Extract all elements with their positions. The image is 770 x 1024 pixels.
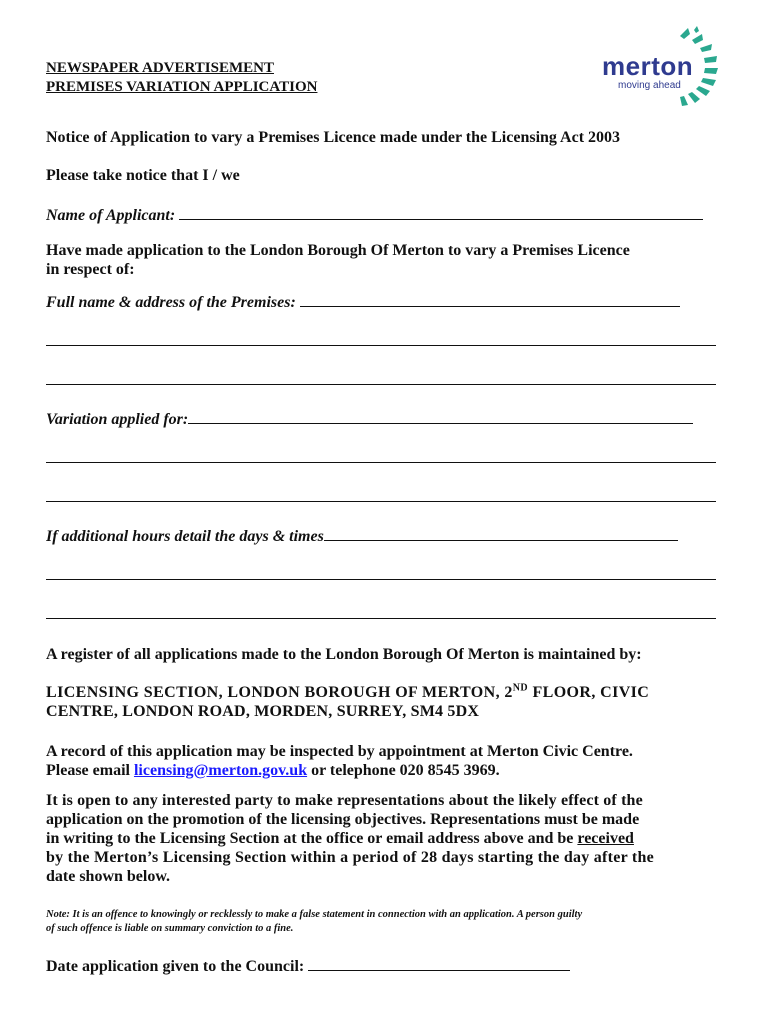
register-address-line-1	[46, 683, 726, 702]
hours-field	[46, 527, 726, 546]
inspection-line-2	[46, 761, 500, 780]
date-blank[interactable]	[308, 957, 570, 971]
date-field	[46, 957, 646, 976]
representations-line-5: date shown below.	[46, 868, 171, 885]
variation-blank-line-3[interactable]	[46, 501, 716, 502]
hours-blank[interactable]	[324, 527, 678, 541]
representations-paragraph	[46, 791, 726, 886]
representations-line-4: by the Merton’s Licensing Section within a period of 28 days starting the day after the	[46, 849, 654, 866]
received-emphasis: received	[577, 830, 634, 847]
licensing-email-link[interactable]: licensing@merton.gov.uk	[133, 762, 308, 779]
variation-blank[interactable]	[188, 410, 693, 424]
applicant-blank[interactable]	[179, 206, 703, 220]
representations-line-1: It is open to any interested party to make representations about the likely effect of the	[46, 792, 643, 809]
note-line-1: Note: It is an offence to knowingly or recklessly to make a false statement in connection with an application. A person guilty	[46, 909, 583, 920]
applicant-field	[46, 206, 726, 225]
hours-blank-line-2[interactable]	[46, 579, 716, 580]
premises-blank-line-2[interactable]	[46, 345, 716, 346]
address-part-1: LICENSING SECTION, LONDON BOROUGH OF MERTON, 2	[46, 684, 513, 701]
register-address-line-2: CENTRE, LONDON ROAD, MORDEN, SURREY, SM4 5DX	[46, 703, 480, 720]
date-label: Date application given to the Council:	[46, 958, 309, 975]
premises-blank[interactable]	[300, 293, 680, 307]
register-intro: A register of all applications made to the London Borough Of Merton is maintained by:	[46, 646, 642, 663]
header-line-2: PREMISES VARIATION APPLICATION	[46, 79, 318, 95]
inspection-prefix: Please email	[46, 762, 134, 779]
applicant-label: Name of Applicant:	[46, 207, 180, 224]
address-part-2: FLOOR, CIVIC	[528, 684, 650, 701]
representations-line-2: application on the promotion of the licensing objectives. Representations must be made	[46, 811, 640, 828]
applied-line-1: Have made application to the London Borough Of Merton to vary a Premises Licence	[46, 242, 630, 259]
notice-title: Notice of Application to vary a Premises Licence made under the Licensing Act 2003	[46, 129, 621, 146]
premises-field	[46, 293, 726, 312]
logo-wordmark: merton	[602, 51, 694, 81]
variation-field	[46, 410, 726, 429]
address-superscript: ND	[512, 683, 529, 694]
note-line-2: of such offence is liable on summary conviction to a fine.	[46, 923, 294, 934]
inspection-line-1: A record of this application may be inspected by appointment at Merton Civic Centre.	[46, 743, 633, 760]
merton-logo	[596, 26, 746, 108]
hours-label: If additional hours detail the days & times	[46, 528, 324, 545]
take-notice-text: Please take notice that I / we	[46, 167, 240, 184]
representations-line-3	[46, 829, 726, 848]
logo-tagline: moving ahead	[618, 80, 681, 91]
applied-line-2: in respect of:	[46, 261, 135, 278]
premises-label: Full name & address of the Premises:	[46, 294, 300, 311]
premises-blank-line-3[interactable]	[46, 384, 716, 385]
inspection-suffix: or telephone 020 8545 3969.	[307, 762, 500, 779]
variation-blank-line-2[interactable]	[46, 462, 716, 463]
header-line-1: NEWSPAPER ADVERTISEMENT	[46, 60, 274, 76]
variation-label: Variation applied for:	[46, 411, 189, 428]
hours-blank-line-3[interactable]	[46, 618, 716, 619]
representations-line-3-text: in writing to the Licensing Section at the office or email address above and be	[46, 830, 578, 847]
